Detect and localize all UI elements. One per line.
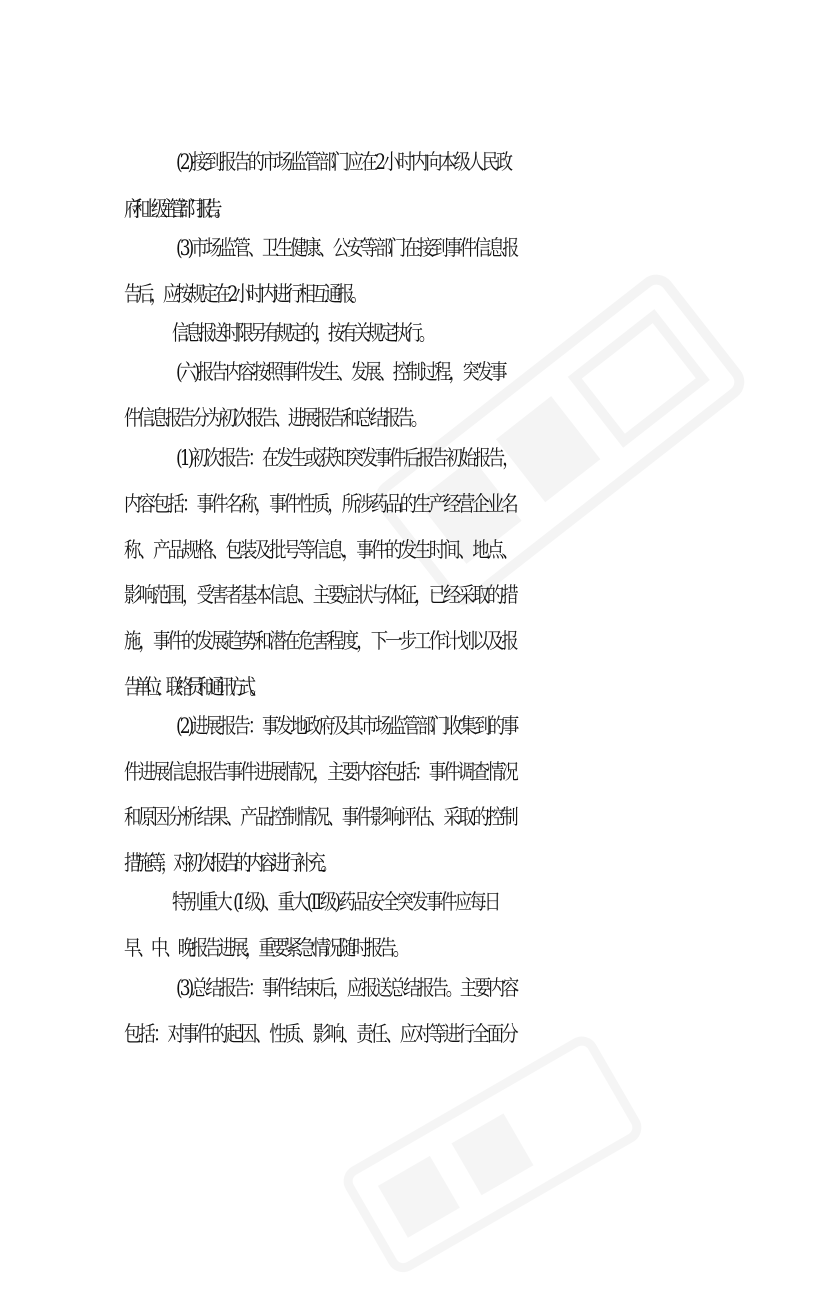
text-line: 件信息报告分为初次报告、进展报告和总结报告。 <box>124 406 425 430</box>
text-line: 包括：对事件的起因、性质、影响、责任、应对等进行全面分 <box>124 1022 516 1046</box>
text-line: (2)进展报告：事发地政府及其市场监管部门收集到的事 <box>176 714 517 738</box>
text-line: (3)总结报告：事件结束后，应报送总结报告。主要内容 <box>176 976 517 1000</box>
text-line: 信息报送时限另有规定的，按有关规定执行。 <box>172 321 432 345</box>
text-line: 内容包括：事件名称，事件性质，所涉药品的生产经营企业名 <box>124 492 516 516</box>
text-line: (1)初次报告：在发生或获知突发事件后报告初始报告， <box>176 446 517 470</box>
text-line: 称、产品规格、包装及批号等信息，事件的发生时间、地点、 <box>124 538 516 562</box>
text-line: (3)市场监管、卫生健康、公安等部门在接到事件信息报 <box>176 236 517 260</box>
text-line: 告后，应按规定在2小时内进行相互通报。 <box>124 282 364 306</box>
text-line: 施，事件的发展趋势和潜在危害程度，下一步工作计划以及报 <box>124 629 516 653</box>
text-line: 件进展信息报告事件进展情况，主要内容包括：事件调查情况 <box>124 760 516 784</box>
text-line: (六)报告内容按照事件发生、发展、控制过程，突发事 <box>176 360 505 384</box>
text-line: 告单位、联络员和通讯方式。 <box>124 675 260 699</box>
text-line: 和原因分析结果、产品控制情况、事件影响评估、采取的控制 <box>124 805 516 829</box>
text-line: (2)接到报告的市场监管部门应在2小时内向本级人民政 <box>176 150 511 174</box>
text-line: 措施等，对初次报告的内容进行补充。 <box>124 851 333 875</box>
text-line: 特别重大 (I 级)、重大(Ⅱ级)药品安全突发事件应每日 <box>172 890 499 914</box>
text-line: 早、中、晚报告进展，重要紧急情况随时报告。 <box>124 936 407 960</box>
text-line: 府和上级主管部门报告。 <box>124 197 224 221</box>
text-line: 影响范围，受害者基本信息、主要症状与体征，已经采取的措 <box>124 583 516 607</box>
